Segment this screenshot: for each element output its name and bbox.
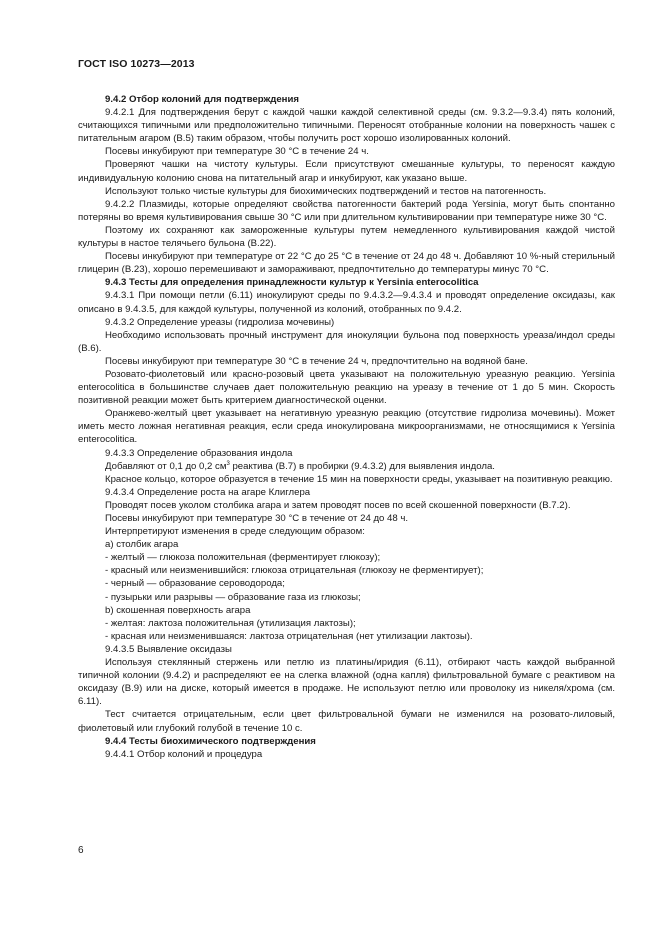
list-item: b) скошенная поверхность агара bbox=[105, 604, 251, 616]
paragraph-9-4-3-2: 9.4.3.2 Определение уреазы (гидролиза мочевины) bbox=[105, 316, 335, 328]
paragraph-9-4-2-2: 9.4.2.2 Плазмиды, которые определяют свойства патогенности бактерий рода Yersinia, могут быть спонтанно потеряны во время культивирования свыше 30 °C или при длительном культивировании при температуре ниже 30 °C. bbox=[78, 198, 615, 223]
list-item: - красная или неизменившаяся: лактоза отрицательная (нет утилизации лактозы). bbox=[105, 630, 473, 642]
paragraph-9-4-4-1: 9.4.4.1 Отбор колоний и процедура bbox=[105, 748, 263, 760]
section-heading-9-4-3: 9.4.3 Тесты для определения принадлежности культур к Yersinia enterocolitica bbox=[105, 277, 479, 289]
paragraph-9-4-2-1: 9.4.2.1 Для подтверждения берут с каждой чашки каждой селективной среды (см. 9.3.2—9.3.4) пять колоний, считающихся типичными или предположительно типичными. Переносят отобранные колонии на поверхность чашек с питательным агаром (B.5) таким образом, чтобы получить рост хорошо изолированных колоний. bbox=[78, 107, 615, 145]
list-item: - пузырьки или разрывы — образование газа из глюкозы; bbox=[105, 591, 361, 603]
list-item: - желтая: лактоза положительная (утилизация лактозы); bbox=[105, 617, 356, 629]
paragraph-incubation-4: Посевы инкубируют при температуре 30 °C в течение от 24 до 48 ч. bbox=[105, 513, 409, 524]
paragraph-9-4-3-4: 9.4.3.4 Определение роста на агаре Клиглера bbox=[105, 486, 311, 498]
paragraph-oxidase-negative: Тест считается отрицательным, если цвет фильтровальной бумаги не изменился на розовато-лиловый, фиолетовый или глубокий голубой в течение 10 с. bbox=[78, 709, 615, 734]
reagent-text-start: Добавляют от 0,1 до 0,2 см bbox=[105, 460, 227, 472]
document-header: ГОСТ ISO 10273—2013 bbox=[78, 58, 195, 70]
paragraph-reagent bbox=[78, 460, 615, 473]
list-item: - черный — образование сероводорода; bbox=[105, 578, 285, 590]
paragraph-urease-positive: Розовато-фиолетовый или красно-розовый цвета указывают на положительную уреазную реакцию. Yersinia enterocolitica в большинстве случаев дает положительную реакцию на уреазу в течение от 1 до 5 мин. Скорость позитивной реакции может быть критерием диагностической оценки. bbox=[78, 368, 615, 407]
paragraph-pure-cultures: Используют только чистые культуры для биохимических подтверждений и тестов на патогенность. bbox=[105, 185, 547, 197]
section-heading-9-4-4: 9.4.4 Тесты биохимического подтверждения bbox=[105, 735, 316, 747]
paragraph-oxidase-procedure: Используя стеклянный стержень или петлю из платины/иридия (6.11), отбирают часть каждой выбранной типичной колонии (9.4.2) и распределяют ее на слегка влажной (одна капля) фильтровальной бумаге с реактивом на оксидазу (B.9) или на диске, который имеется в продаже. Не используют петлю или проволоку из никеля/хрома (см. 6.11). bbox=[78, 657, 615, 708]
list-item: - желтый — глюкоза положительная (ферментирует глюкозу); bbox=[105, 552, 381, 564]
reagent-superscript: 3 bbox=[226, 460, 230, 467]
paragraph-instrument: Необходимо использовать прочный инструмент для инокуляции бульона под поверхность уреаза/индол среды (B.6). bbox=[78, 329, 615, 354]
paragraph-incubation-1: Посевы инкубируют при температуре 30 °C в течение 24 ч. bbox=[105, 146, 369, 158]
document-body bbox=[78, 93, 615, 761]
paragraph-stab-inoculation: Проводят посев уколом столбика агара и затем проводят посев по всей скошенной поверхности (B.7.2). bbox=[105, 499, 571, 511]
list-item: - красный или неизменившийся: глюкоза отрицательная (глюкозу не ферментирует); bbox=[105, 565, 484, 577]
paragraph-frozen-cultures: Поэтому их сохраняют как замороженные культуры путем немедленного культивирования каждой чистой культуры в настое телячьего бульона (B.22). bbox=[78, 224, 615, 250]
paragraph-incubation-2: Посевы инкубируют при температуре от 22 °C до 25 °C в течение от 24 до 48 ч. Добавляют 10 %-ный стерильный глицерин (B.23), хорошо перемешивают и замораживают, предпочтительно до температуры минус 70 °C. bbox=[78, 251, 615, 276]
paragraph-9-4-3-1: 9.4.3.1 При помощи петли (6.11) инокулируют среды по 9.4.3.2—9.4.3.4 и проводят определение оксидазы, как описано в 9.4.3.5, для каждой культуры, полученной из колоний, отобранных по 9.4.2. bbox=[78, 290, 615, 315]
paragraph-interpretation: Интерпретируют изменения в среде следующим образом: bbox=[105, 526, 365, 538]
reagent-text-end: реактива (B.7) в пробирки (9.4.3.2) для выявления индола. bbox=[229, 460, 495, 472]
paragraph-incubation-3: Посевы инкубируют при температуре 30 °C в течение 24 ч, предпочтительно на водяной бане. bbox=[105, 355, 528, 367]
page-number: 6 bbox=[78, 845, 84, 856]
paragraph-9-4-3-5: 9.4.3.5 Выявление оксидазы bbox=[105, 643, 232, 655]
section-heading-9-4-2: 9.4.2 Отбор колоний для подтверждения bbox=[105, 94, 299, 105]
paragraph-red-ring: Красное кольцо, которое образуется в течение 15 мин на поверхности среды, указывает на позитивную реакцию. bbox=[105, 473, 613, 485]
paragraph-urease-negative: Оранжево-желтый цвет указывает на негативную уреазную реакцию (отсутствие гидролиза мочевины). Может иметь место ложная негативная реакция, если среда инокулирована микроорганизмами, не относящимися к Yersinia enterocolitica. bbox=[78, 408, 615, 446]
paragraph-purity-check: Проверяют чашки на чистоту культуры. Если присутствуют смешанные культуры, то переносят каждую индивидуальную колонию снова на питательный агар и инкубируют, как указано выше. bbox=[78, 159, 615, 184]
paragraph-9-4-3-3: 9.4.3.3 Определение образования индола bbox=[105, 447, 293, 459]
list-item: a) столбик агара bbox=[105, 539, 179, 551]
